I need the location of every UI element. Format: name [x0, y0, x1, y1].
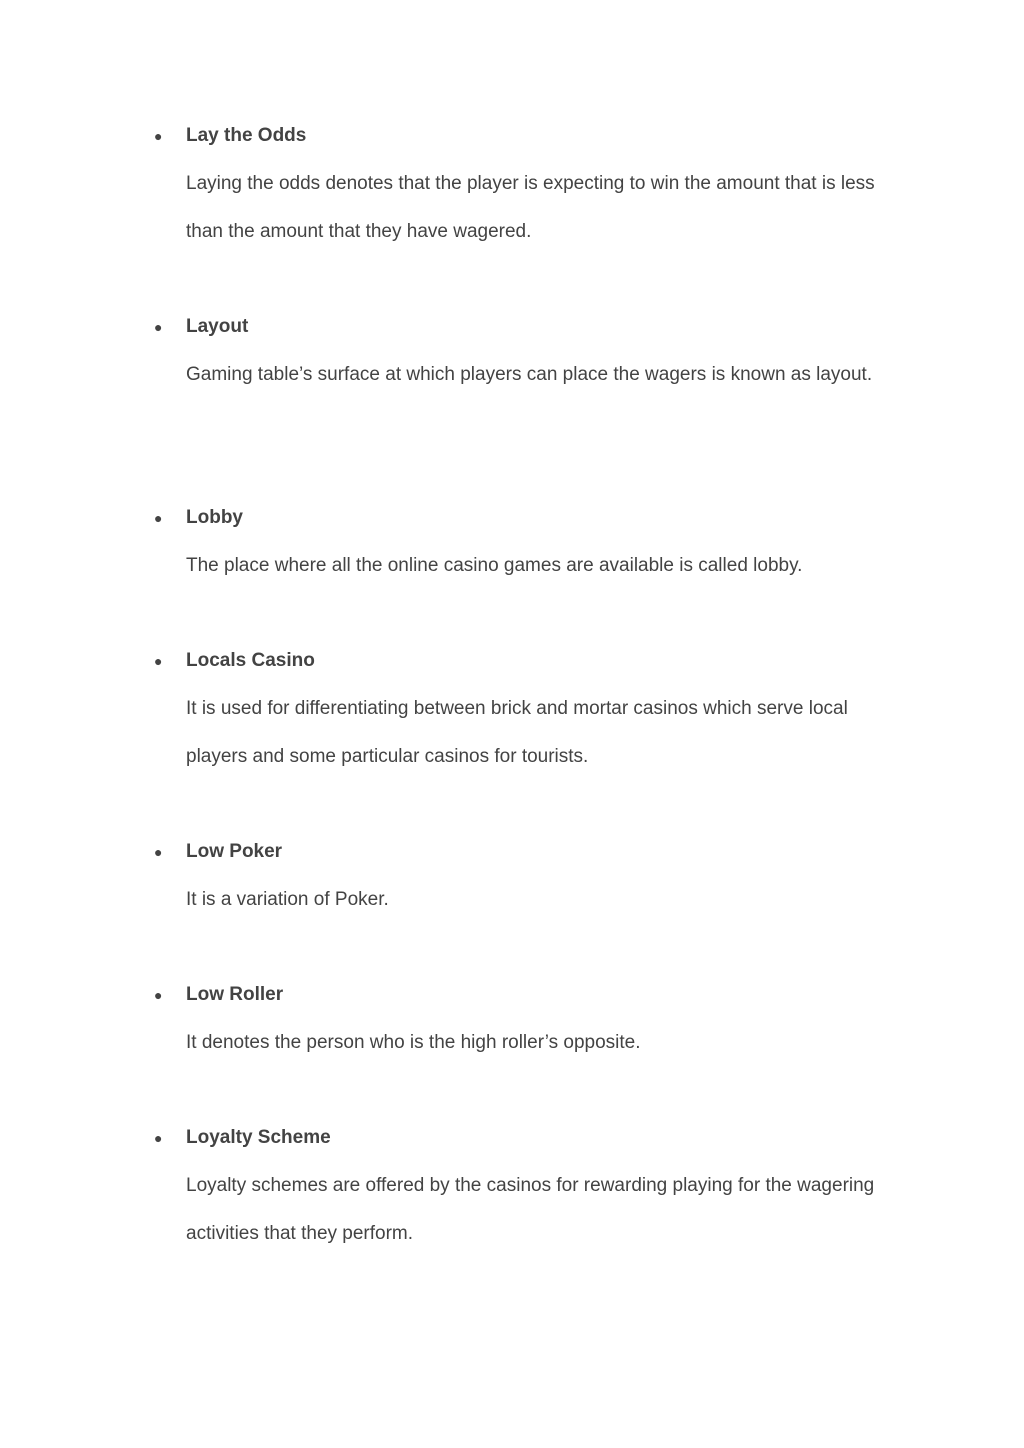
entry-term: Lay the Odds — [186, 125, 307, 146]
entry-term: Loyalty Scheme — [186, 1127, 331, 1148]
entry-definition: It is a variation of Poker. — [186, 889, 389, 910]
bullet-icon: ● — [154, 319, 163, 335]
bullet-icon: ● — [154, 128, 163, 144]
entry-term: Low Roller — [186, 984, 284, 1005]
entry-definition: Gaming table’s surface at which players can place the wagers is known as layout. — [186, 364, 873, 385]
entry-definition: The place where all the online casino games are available is called lobby. — [186, 555, 803, 576]
entry-definition: Loyalty schemes are offered by the casinos for rewarding playing for the wagering activities that they perform. — [186, 1175, 875, 1244]
entry-definition: It denotes the person who is the high roller’s opposite. — [186, 1032, 641, 1053]
entry-definition: It is used for differentiating between brick and mortar casinos which serve local players and some particular casinos for tourists. — [186, 698, 848, 767]
bullet-icon: ● — [154, 1130, 163, 1146]
entry-term: Locals Casino — [186, 650, 315, 671]
bullet-icon: ● — [154, 844, 163, 860]
bullet-icon: ● — [154, 987, 163, 1003]
bullet-icon: ● — [154, 510, 163, 526]
entry-term: Low Poker — [186, 841, 283, 862]
bullet-icon: ● — [154, 653, 163, 669]
entry-term: Layout — [186, 316, 249, 337]
entry-term: Lobby — [186, 507, 243, 528]
entry-definition: Laying the odds denotes that the player is expecting to win the amount that is less than the amount that they have wagered. — [186, 173, 875, 242]
